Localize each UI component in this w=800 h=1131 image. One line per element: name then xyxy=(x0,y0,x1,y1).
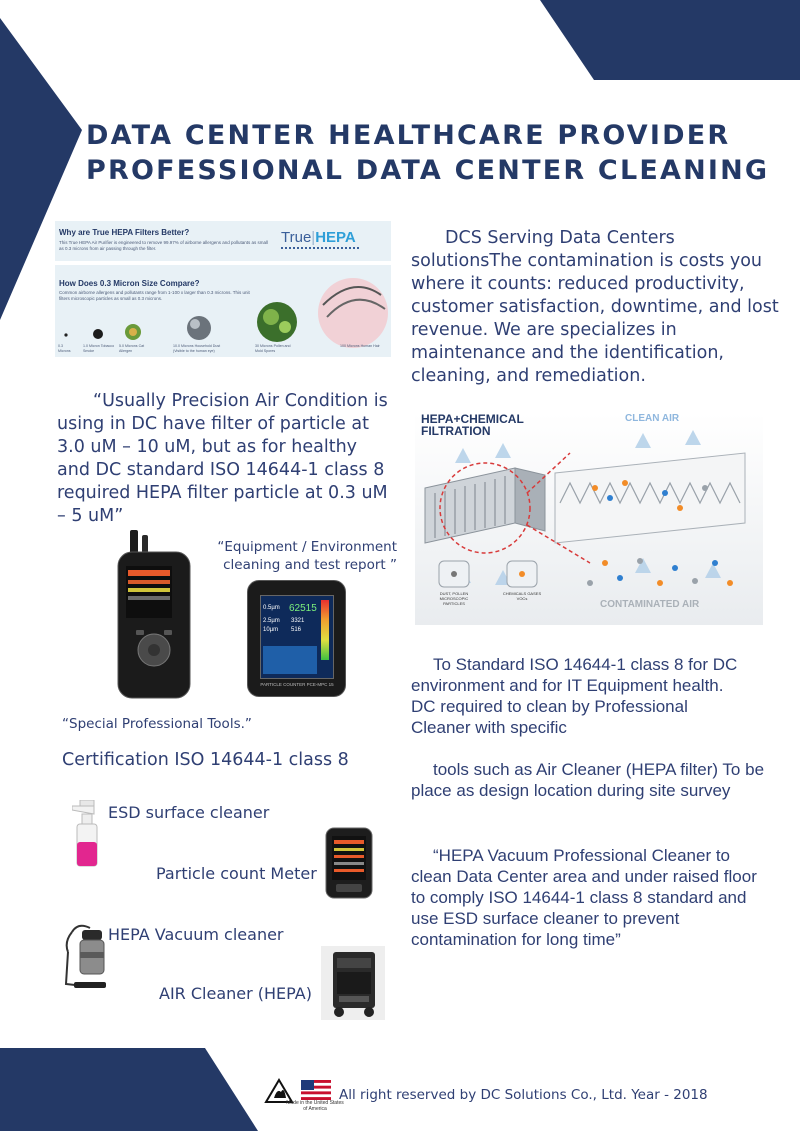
counter-row-2-value: 3321 xyxy=(291,618,305,624)
particle-label-1: 1.0 Micron Tobacco Smoke xyxy=(83,344,115,353)
particle-meter-image xyxy=(322,826,376,900)
esd-cleaner-label: ESD surface cleaner xyxy=(108,803,270,822)
made-in-usa-label: Made in the United States of America xyxy=(286,1100,344,1112)
counter-screen xyxy=(260,595,334,679)
tools-paragraph: tools such as Air Cleaner (HEPA filter) To be place as design location during site survey xyxy=(411,760,765,800)
tools-caption: “Special Professional Tools.” xyxy=(62,716,252,732)
infographic-heading-1: Why are True HEPA Filters Better? xyxy=(59,228,190,237)
contaminated-air-label: CONTAMINATED AIR xyxy=(600,599,700,610)
equipment-caption: “Equipment / Environment cleaning and test report ” xyxy=(217,539,397,573)
intro-paragraph: DCS Serving Data Centers solutionsThe contamination is costs you where it counts: reduced productivity, customer satisfaction, downtime, and lost revenue. We are specializes in maintenance and the identification, cleaning, and remediation. xyxy=(411,228,779,386)
dust-badge-label: DUST, POLLEN MICROSCOPIC PARTICLES xyxy=(439,591,469,606)
counter-gauge-bar xyxy=(321,600,329,660)
us-flag-icon xyxy=(301,1080,331,1100)
counter-row-2-label: 2.5µm xyxy=(263,618,280,624)
counter-bottom-panel xyxy=(263,646,317,674)
particle-label-5: 100 Microns Human Hair xyxy=(340,344,380,348)
certification-heading: Certification ISO 14644-1 class 8 xyxy=(62,750,349,770)
clean-air-label: CLEAN AIR xyxy=(625,413,680,424)
corner-shape-top-right xyxy=(540,0,800,82)
air-cleaner-image xyxy=(321,946,385,1020)
hepa-infographic xyxy=(55,221,391,357)
precision-air-quote: “Usually Precision Air Condition is using in DC have filter of particle at 3.0 uM – 10 uM, but as for healthy and DC standard ISO 14644-1 class 8 required HEPA filter particle at 0.3 uM – 5 uM” xyxy=(57,391,388,526)
esd-spray-bottle-image xyxy=(72,800,102,868)
standard-paragraph: To Standard ISO 14644-1 class 8 for DC environment and for IT Equipment health. DC required to clean by Professional Cleaner with specific xyxy=(411,655,738,737)
particle-label-3: 10.0 Microns Household Dust (Visible to the human eye) xyxy=(173,344,221,353)
logo-true: True xyxy=(281,229,312,246)
hepa-vacuum-label: HEPA Vacuum cleaner xyxy=(108,925,284,944)
counter-reading: 62515 xyxy=(289,603,317,614)
infographic-text-2: Common airborne allergens and pollutants range from 1-100 x larger than 0.3 microns. This unit filters microscopic particles as small as 0.3 microns. xyxy=(59,290,250,301)
hepa-vacuum-image xyxy=(64,922,108,990)
particle-label-2: 5.0 Microns Cat Allergen xyxy=(119,344,145,353)
title-line-1: DATA CENTER HEALTHCARE PROVIDER xyxy=(86,120,731,151)
footer-copyright: All right reserved by DC Solutions Co., Ltd. Year - 2018 xyxy=(339,1087,708,1103)
counter-row-1-label: 0.5µm xyxy=(263,605,280,611)
particle-meter-label: Particle count Meter xyxy=(156,864,317,883)
infographic-heading-2: How Does 0.3 Micron Size Compare? xyxy=(59,279,200,288)
particle-counter-device xyxy=(247,580,346,697)
air-cleaner-label: AIR Cleaner (HEPA) xyxy=(159,984,312,1003)
corner-shape-bottom-left xyxy=(0,1048,260,1131)
page-title xyxy=(86,118,786,188)
true-hepa-logo: True|HEPA xyxy=(281,229,359,251)
title-line-2: PROFESSIONAL DATA CENTER CLEANING xyxy=(86,155,770,186)
handheld-particle-counter-image xyxy=(112,530,198,700)
filtration-label: HEPA+CHEMICAL FILTRATION xyxy=(421,412,524,438)
counter-row-3-value: 516 xyxy=(291,627,302,633)
vacuum-paragraph: “HEPA Vacuum Professional Cleaner to clean Data Center area and under raised floor to comply ISO 14644-1 class 8 standard and use ESD surface cleaner to prevent contamination for long time” xyxy=(411,846,757,949)
particle-label-0: 0.3 Microns xyxy=(58,344,71,353)
counter-model-label: PARTICLE COUNTER PCE-MPC 15 xyxy=(260,682,334,687)
logo-hepa: HEPA xyxy=(315,229,356,246)
particle-label-4: 30 Microns Pollen and Mold Spores xyxy=(255,344,291,353)
chemicals-badge-label: CHEMICALS GASES VOCs xyxy=(502,591,542,601)
infographic-text-1: This True HEPA Air Purifier is engineered to remove 99.97% of airborne allergens and pollutants as small as 0.3 microns from air passing through the filter. xyxy=(59,240,269,251)
counter-row-3-label: 10µm xyxy=(263,627,279,633)
